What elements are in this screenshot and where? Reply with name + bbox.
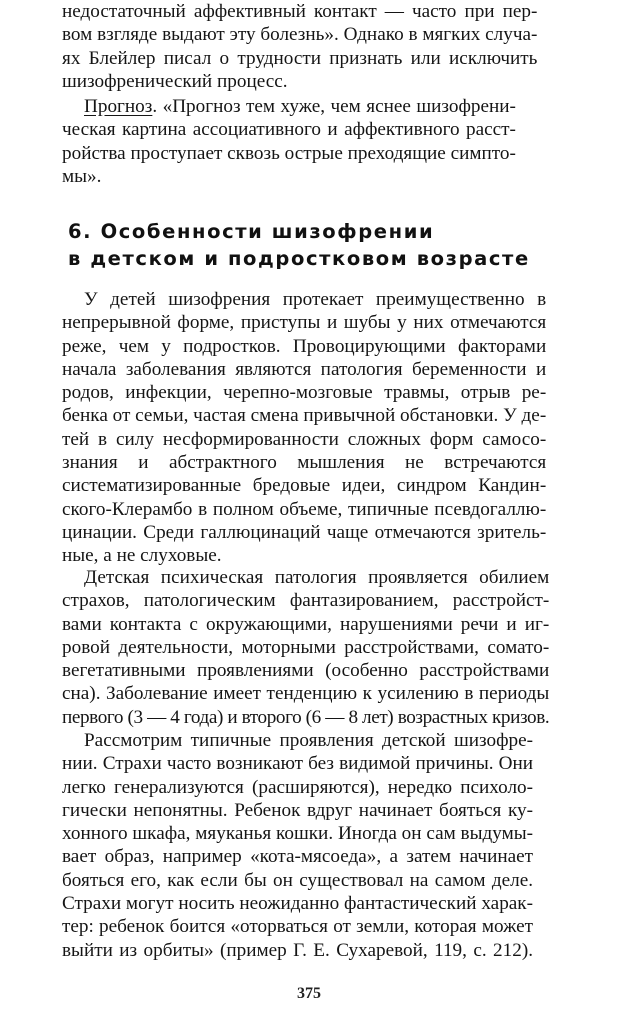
text-line: сна). Заболевание имеет тенденцию к усилению в периоды <box>62 683 550 705</box>
text-line: реже, чем у подростков. Провоцирующими факторами <box>62 335 547 357</box>
text-line: выйти из орбиты» (пример Г. Е. Сухаревой, 119, с. 212). <box>62 939 534 961</box>
text-line: легко генерализуются (расширяются), нередко психоло- <box>62 776 534 798</box>
text-line: ях Блейлер писал о трудности признать или исключить <box>62 47 538 69</box>
text-line: цинации. Среди галлюцинаций чаще отмечаются зритель- <box>62 521 547 543</box>
paragraph-prognosis <box>62 95 516 188</box>
text-line: ческая картина ассоциативного и аффективного расст- <box>62 119 516 141</box>
paragraph-fears <box>62 729 533 962</box>
text-line: тер: ребенок боится «оторваться от земли, которая может <box>62 916 534 938</box>
paragraph-child-pathology <box>62 566 549 729</box>
text-line: родов, инфекции, черепно-мозговые травмы, отрыв ре- <box>62 382 547 404</box>
text-line-rest: . «Прогноз тем хуже, чем яснее шизофрени- <box>152 96 516 117</box>
text-line: знания и абстрактного мышления не встречаются <box>62 452 547 474</box>
text-line: ского-Клерамбо в полном объеме, типичные псевдогаллю- <box>62 498 547 520</box>
text-line: тей в силу несформированности сложных форм самосо- <box>62 428 547 450</box>
text-line: бояться его, как если бы он существовал на самом деле. <box>62 869 534 891</box>
text-line: непрерывной форме, приступы и шубы у них отмечаются <box>62 312 547 334</box>
text-line: У детей шизофрения протекает преимущественно в <box>84 289 547 310</box>
text-line: хонного шкафа, мяуканья кошки. Иногда он сам выдумы- <box>62 823 534 845</box>
text-line: шизофренический процесс. <box>62 70 288 92</box>
prognosis-label: Прогноз <box>84 96 153 117</box>
text-line: недостаточный аффективный контакт — часто при пер- <box>62 1 538 22</box>
text-line: бенка от семьи, частая смена привычной обстановки. У де- <box>62 405 547 427</box>
text-line: ные, а не слуховые. <box>62 545 222 567</box>
text-line: Детская психическая патология проявляется обилием <box>84 567 550 588</box>
text-line: вами контакта с окружающими, нарушениями речи и иг- <box>62 613 550 635</box>
text-line: нии. Страхи часто возникают без видимой причины. Они <box>62 753 534 775</box>
text-line: первого (3 — 4 года) и второго (6 — 8 лет) возрастных кризов. <box>62 706 550 728</box>
text-line: вегетативными проявлениями (особенно расстройствами <box>62 660 550 682</box>
text-line: страхов, патологическим фантазированием, расстройст- <box>62 590 550 612</box>
text-line: Страхи могут носить неожиданно фантастический харак- <box>62 893 534 915</box>
text-line: Рассмотрим типичные проявления детской шизофре- <box>84 730 534 751</box>
heading-line-1: 6. Особенности шизофрении <box>68 220 435 243</box>
text-line: гически непонятны. Ребенок вдруг начинает бояться ку- <box>62 799 534 821</box>
heading-line-2: в детском и подростковом возрасте <box>68 247 530 270</box>
text-line: начала заболевания являются патология беременности и <box>62 358 547 380</box>
text-line: ровой деятельности, моторными расстройствами, сомато- <box>62 636 550 658</box>
text-line: систематизированные бредовые идеи, синдром Кандин- <box>62 475 547 497</box>
paragraph-children-schizophrenia <box>62 288 546 568</box>
text-line: ройства проступает сквозь острые преходящие симпто- <box>62 142 516 164</box>
section-heading <box>68 218 530 272</box>
text-line <box>62 95 516 118</box>
page-number: 375 <box>297 985 321 1002</box>
text-line: вает образ, например «кота-мясоеда», а затем начинает <box>62 846 534 868</box>
text-line: вом взгляде выдают эту болезнь». Однако в мягких случа- <box>62 24 538 46</box>
paragraph-schizophrenia-diagnosis <box>62 0 537 93</box>
text-line: мы». <box>62 165 102 187</box>
